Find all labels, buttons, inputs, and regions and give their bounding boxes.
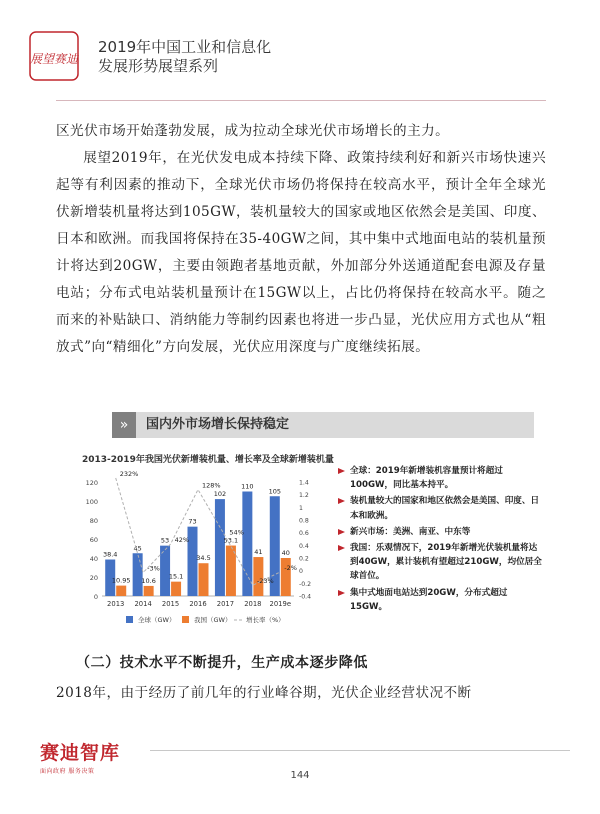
global-value-label: 38.4 <box>102 550 118 559</box>
growth-rate-label: -3% <box>147 564 160 573</box>
china-value-label: 15.1 <box>168 572 184 581</box>
x-tick-label: 2015 <box>161 600 180 608</box>
x-tick-label: 2018 <box>244 600 262 608</box>
page-header <box>28 30 288 90</box>
growth-rate-label: -23% <box>256 577 274 586</box>
key-point-text: 我国：乐观情况下，2019年新增光伏装机量将达到40GW，累计装机有望超过210GW，均位居全球首位。 <box>350 543 542 582</box>
page-number: 144 <box>290 770 310 781</box>
growth-rate-label: 128% <box>202 481 221 490</box>
paragraph-1: 区光伏市场开始蓬勃发展，成为拉动全球光伏市场增长的主力。 <box>56 123 450 139</box>
china-value-label: 53.1 <box>223 536 239 545</box>
x-tick-label: 2019e <box>269 600 292 608</box>
x-tick-label: 2013 <box>107 600 125 608</box>
key-point-item <box>338 525 544 539</box>
legend-swatch <box>182 616 189 623</box>
global-bar <box>133 553 143 596</box>
legend-label: 我国（GW） <box>194 616 232 624</box>
china-value-label: 41 <box>254 548 263 557</box>
global-value-label: 102 <box>213 490 227 499</box>
y2-tick-label: -0.2 <box>299 580 312 588</box>
series-title <box>98 38 271 76</box>
key-point-item <box>338 541 544 584</box>
china-value-label: 10.6 <box>141 576 156 585</box>
global-bar <box>215 499 225 596</box>
china-value-label: 10.95 <box>111 576 131 585</box>
paragraph-3: 2018年，由于经历了前几年的行业峰谷期，光伏企业经营状况不断 <box>56 685 472 701</box>
body-text <box>56 118 546 361</box>
series-title-line2: 发展形势展望系列 <box>98 57 219 75</box>
growth-rate-label: 54% <box>229 528 244 537</box>
growth-rate-label: -2% <box>284 563 297 572</box>
double-chevron-right-icon: » <box>112 412 136 438</box>
red-triangle-bullet-icon <box>338 529 345 535</box>
global-value-label: 110 <box>241 482 254 491</box>
y2-tick-label: 0.4 <box>299 542 309 550</box>
red-triangle-bullet-icon <box>338 590 345 596</box>
red-triangle-bullet-icon <box>338 545 345 551</box>
global-bar <box>242 492 252 597</box>
y-tick-label: 60 <box>89 536 98 544</box>
paragraph-2: 展望2019年，在光伏发电成本持续下降、政策持续利好和新兴市场快速兴起等有利因素的推动下，全球光伏市场仍将保持在较高水平，预计全年全球光伏新增装机量将达到105GW，装机量较大的国家或地区依然会是美国、印度、日本和欧洲。而我国将保持在35-40GW之间，其中集中式地面电站的装机量预计将达到20GW，主要由领跑者基地贡献，外加部分外送通道配套电源及存量电站；分布式电站装机量预计在15GW以上，占比仍将保持在较高水平。随之而来的补贴缺口、消纳能力等制约因素也将进一步凸显，光伏应用方式也从“粗放式”向“精细化”方向发展，光伏应用深度与广度继续拓展。 <box>56 150 546 355</box>
chart-title: 2013-2019年我国光伏新增装机量、增长率及全球新增装机量 <box>82 455 334 465</box>
legend-label: 全球（GW） <box>138 616 176 624</box>
china-value-label: 34.5 <box>196 554 211 563</box>
china-value-label: 40 <box>281 549 290 557</box>
legend-label: 增长率（%） <box>246 616 285 624</box>
china-bar <box>199 563 209 596</box>
series-title-line1: 2019年中国工业和信息化 <box>98 38 272 56</box>
svg-text:展望赛迪: 展望赛迪 <box>29 52 79 66</box>
key-point-text: 全球：2019年新增装机容量预计将超过100GW，同比基本持平。 <box>350 466 503 491</box>
red-triangle-bullet-icon <box>338 498 345 504</box>
growth-rate-label: 42% <box>174 536 190 545</box>
section-banner <box>112 412 534 438</box>
y2-tick-label: 0.2 <box>299 555 309 563</box>
global-value-label: 53 <box>160 536 170 545</box>
red-triangle-bullet-icon <box>338 468 345 474</box>
global-value-label: 45 <box>133 544 142 553</box>
y-tick-label: 100 <box>85 498 98 506</box>
y2-tick-label: 0.8 <box>299 517 309 525</box>
y2-tick-label: 1 <box>299 504 303 512</box>
y-tick-label: 80 <box>89 517 98 525</box>
key-point-text: 装机量较大的国家和地区依然会是美国、印度、日本和欧洲。 <box>350 496 540 521</box>
y-tick-label: 20 <box>89 574 98 582</box>
y2-tick-label: 0 <box>299 568 303 576</box>
key-point-item <box>338 586 544 614</box>
y-tick-label: 0 <box>93 593 98 601</box>
key-point-item <box>338 494 544 522</box>
growth-rate-label: 232% <box>119 470 139 478</box>
saidi-seal-logo <box>28 30 80 82</box>
header-divider <box>56 100 546 101</box>
key-point-text: 集中式地面电站达到20GW，分布式超过15GW。 <box>350 587 508 612</box>
x-tick-label: 2014 <box>134 600 152 608</box>
pv-installation-chart <box>74 470 334 640</box>
footer-slogan: 面向政府 服务决策 <box>40 768 95 775</box>
key-points-list <box>338 464 544 616</box>
china-bar <box>144 586 154 596</box>
legend-swatch <box>126 616 133 623</box>
y2-tick-label: 0.6 <box>299 530 309 538</box>
footer-brand: 赛迪智库 <box>40 742 121 764</box>
china-bar <box>171 582 181 596</box>
global-value-label: 73 <box>188 517 197 526</box>
y2-tick-label: 1.4 <box>299 479 309 487</box>
global-value-label: 105 <box>268 487 281 496</box>
x-tick-label: 2017 <box>216 600 235 608</box>
y2-tick-label: 1.2 <box>299 492 309 500</box>
y2-tick-label: -0.4 <box>299 593 312 601</box>
section-banner-title: 国内外市场增长保持稳定 <box>146 417 290 432</box>
key-point-item <box>338 464 544 492</box>
section-subheading: （二）技术水平不断提升，生产成本逐步降低 <box>76 655 368 671</box>
x-tick-label: 2016 <box>189 600 207 608</box>
footer-divider <box>150 750 570 751</box>
y-tick-label: 40 <box>89 555 98 563</box>
y-tick-label: 120 <box>85 479 98 487</box>
key-point-text: 新兴市场：美洲、南亚、中东等 <box>350 526 471 537</box>
china-bar <box>116 586 126 596</box>
